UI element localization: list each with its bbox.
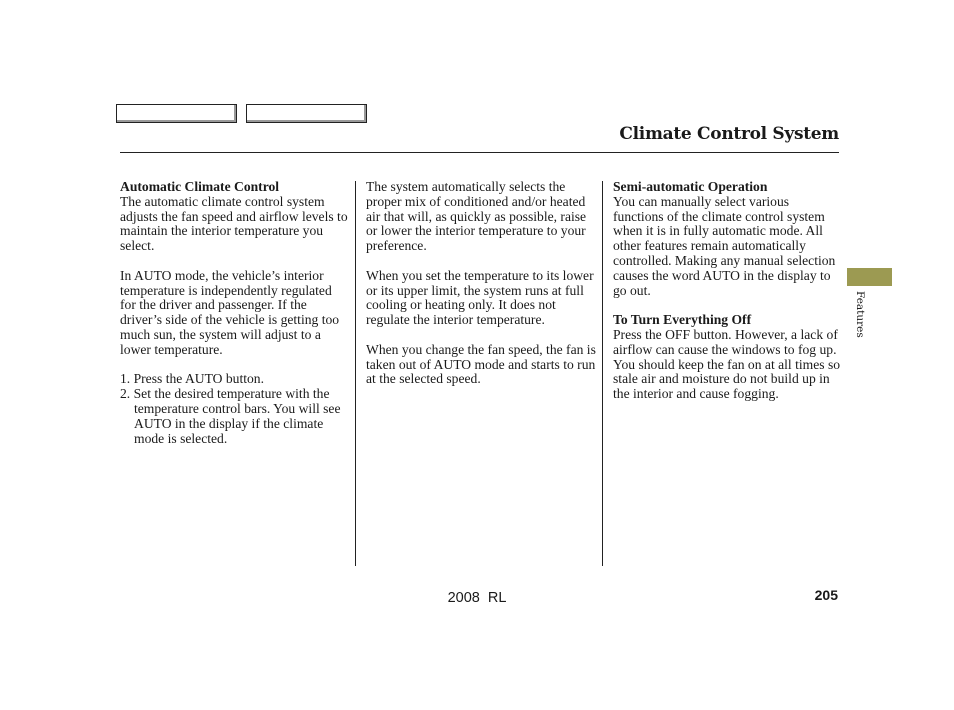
column-middle <box>366 180 596 402</box>
section-heading-turn-off: To Turn Everything Off <box>613 312 752 328</box>
steps-list <box>120 372 348 446</box>
paragraph: When you set the temperature to its lower or its upper limit, the system runs at full cooling or heating only. It does not regulate the interior temperature. <box>366 267 594 328</box>
paragraph: In AUTO mode, the vehicle’s interior temperature is independently regulated for the driver and passenger. If the driver’s side of the vehicle is getting too much sun, the system will adjust to a lower temperature. <box>120 267 340 357</box>
footer-model: 2008 RL <box>447 590 507 606</box>
paragraph: You can manually select various functions of the climate control system when it is in fully automatic mode. All other features remain automatically controlled. Making any manual selection causes the word AUTO in the display to go out. <box>613 193 836 298</box>
paragraph: The automatic climate control system adjusts the fan speed and airflow levels to maintain the interior temperature you select. <box>120 193 348 254</box>
section-tab-label: Features <box>854 291 866 338</box>
paragraph: The system automatically selects the proper mix of conditioned and/or heated air that will, as quickly as possible, raise or lower the interior temperature to your preference. <box>366 179 587 254</box>
section-heading-automatic: Automatic Climate Control <box>120 179 280 194</box>
section-heading-semi-automatic: Semi-automatic Operation <box>613 179 768 194</box>
list-item: 1. Press the AUTO button. <box>120 371 264 387</box>
section-tab[interactable] <box>847 268 892 286</box>
column-divider <box>602 181 603 566</box>
paragraph: When you change the fan speed, the fan is taken out of AUTO mode and starts to run at the selected speed. <box>366 341 596 387</box>
page-number: 205 <box>814 587 838 603</box>
column-left <box>120 180 348 446</box>
next-page-button[interactable] <box>246 104 367 123</box>
title-divider <box>120 152 839 153</box>
column-divider <box>355 181 356 566</box>
previous-page-button[interactable] <box>116 104 237 123</box>
paragraph: Press the OFF button. However, a lack of airflow can cause the windows to fog up. You should keep the fan on at all times so stale air and moisture do not build up in the interior and cause fogging. <box>613 326 841 402</box>
list-item: 2. Set the desired temperature with the temperature control bars. You will see AUTO in the display if the climate mode is selected. <box>120 386 341 446</box>
page-title: Climate Control System <box>619 124 839 144</box>
column-right <box>613 180 841 417</box>
